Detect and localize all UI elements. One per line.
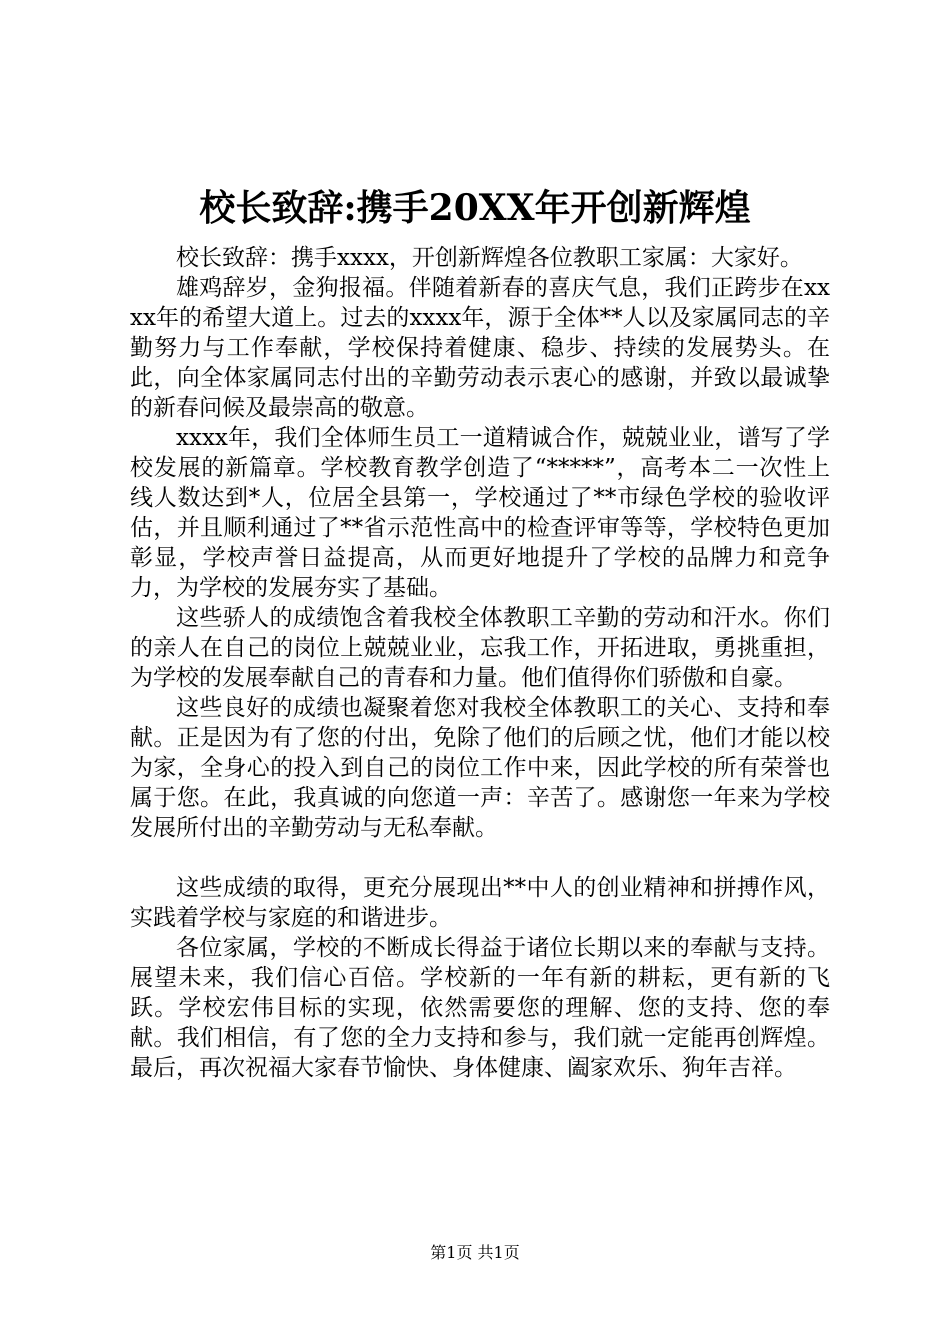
paragraph-achievements: xxxx年，我们全体师生员工一道精诚合作，兢兢业业，谱写了学校发展的新篇章。学校教育教学创造了“*****”，高考本二一次性上线人数达到*人，位居全县第一，学校通过了**市绿色学校的验收评估，并且顺利通过了**省示范性高中的检查评审等等，学校特色更加彰显，学校声誉日益提高，从而更好地提升了学校的品牌力和竞争力，为学校的发展夯实了基础。: [130, 425, 830, 601]
document-title: 校长致辞:携手20XX年开创新辉煌: [199, 187, 751, 229]
document-body: [130, 243, 830, 1083]
paragraph-spirit: 这些成绩的取得，更充分展现出**中人的创业精神和拼搏作风，实践着学校与家庭的和谐进步。: [130, 875, 830, 931]
paragraph-new-year: 雄鸡辞岁，金狗报福。伴随着新春的喜庆气息，我们正跨步在xxxx年的希望大道上。过去的xxxx年，源于全体**人以及家属同志的辛勤努力与工作奉献，学校保持着健康、稳步、持续的发展势头。在此，向全体家属同志付出的辛勤劳动表示衷心的感谢，并致以最诚挚的新春问候及最崇高的敬意。: [130, 275, 830, 421]
paragraph-staff-effort: 这些骄人的成绩饱含着我校全体教职工辛勤的劳动和汗水。你们的亲人在自己的岗位上兢兢业业，忘我工作，开拓进取，勇挑重担，为学校的发展奉献自己的青春和力量。他们值得你们骄傲和自豪。: [130, 605, 830, 691]
page-number-footer: 第1页 共1页: [430, 1243, 520, 1262]
paragraph-closing: 各位家属，学校的不断成长得益于诸位长期以来的奉献与支持。展望未来，我们信心百倍。学校新的一年有新的耕耘，更有新的飞跃。学校宏伟目标的实现，依然需要您的理解、您的支持、您的奉献。我们相信，有了您的全力支持和参与，我们就一定能再创辉煌。最后，再次祝福大家春节愉快、身体健康、阖家欢乐、狗年吉祥。: [130, 935, 830, 1081]
paragraph-greeting: 校长致辞：携手xxxx，开创新辉煌各位教职工家属：大家好。: [176, 245, 803, 271]
paragraph-family-support: 这些良好的成绩也凝聚着您对我校全体教职工的关心、支持和奉献。正是因为有了您的付出，免除了他们的后顾之忧，他们才能以校为家，全身心的投入到自己的岗位工作中来，因此学校的所有荣誉也属于您。在此，我真诚的向您道一声：辛苦了。感谢您一年来为学校发展所付出的辛勤劳动与无私奉献。: [130, 695, 830, 841]
